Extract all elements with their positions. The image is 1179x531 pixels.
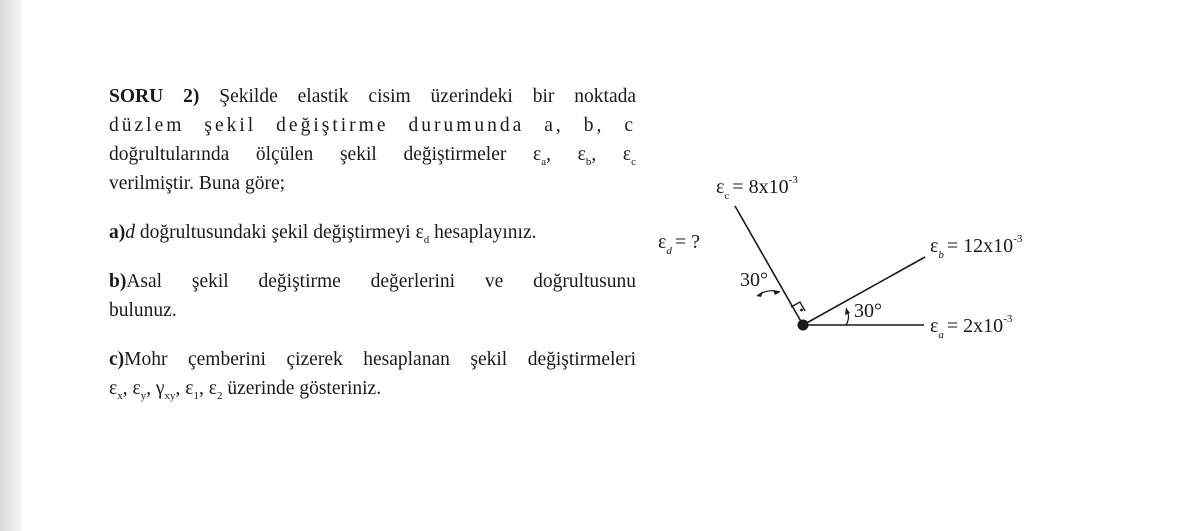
intro-line-2: düzlem şekil değiştirme durumunda a, b, c	[109, 115, 636, 136]
strain-rosette-figure	[640, 160, 1080, 360]
part-a-label: a)	[109, 222, 126, 243]
part-c: c)Mohr çemberini çizerek hesaplanan şekil değiştirmeleri $\varepsilon_x$, $\varepsilon_y$, $\gamma_{xy}$, $\varepsilon_1$, $\varepsilon_2$ üzerinde gösteriniz.	[109, 349, 636, 402]
intro-line-1: Şekilde elastik cisim üzerindeki bir noktada	[219, 86, 637, 107]
page-edge-shadow	[0, 0, 22, 531]
strain-rosette-svg	[640, 160, 1080, 360]
part-b-label: b)	[109, 271, 127, 292]
part-c-line-2: $\varepsilon_x$, $\varepsilon_y$, $\gamma_{xy}$, $\varepsilon_1$, $\varepsilon_2$ üzerinde gösteriniz.	[109, 378, 382, 402]
label-angle-right: 30°	[854, 300, 882, 322]
label-eps-c: $\varepsilon_c = 8x10^{-3}$	[716, 174, 798, 202]
question-title: SORU 2)	[109, 86, 200, 107]
part-b: b)Asal şekil değiştirme değerlerini ve doğrultusunu bulunuz.	[109, 271, 636, 321]
label-eps-b: $\varepsilon_b = 12x10^{-3}$	[930, 233, 1023, 261]
part-c-label: c)	[109, 349, 125, 370]
part-a-text: doğrultusundaki şekil değiştirmeyi	[139, 222, 411, 243]
line-c	[735, 206, 803, 325]
label-angle-top: 30°	[740, 269, 768, 291]
part-a: a)d doğrultusundaki şekil değiştirmeyi $\varepsilon_d$ hesaplayınız.	[109, 222, 537, 246]
question-block	[109, 82, 636, 403]
origin-point	[798, 320, 809, 331]
intro-line-4: verilmiştir. Buna göre;	[109, 173, 286, 194]
question-intro	[109, 82, 636, 198]
label-eps-a: $\varepsilon_a = 2x10^{-3}$	[930, 313, 1013, 341]
label-eps-d: $\varepsilon_d$ = ?	[658, 231, 701, 257]
intro-line-3: doğrultularında ölçülen şekil değiştirmeler $\varepsilon_a$, $\varepsilon_b$, $\varepsilon_c$	[109, 144, 636, 168]
right-angle-marker	[791, 302, 805, 311]
